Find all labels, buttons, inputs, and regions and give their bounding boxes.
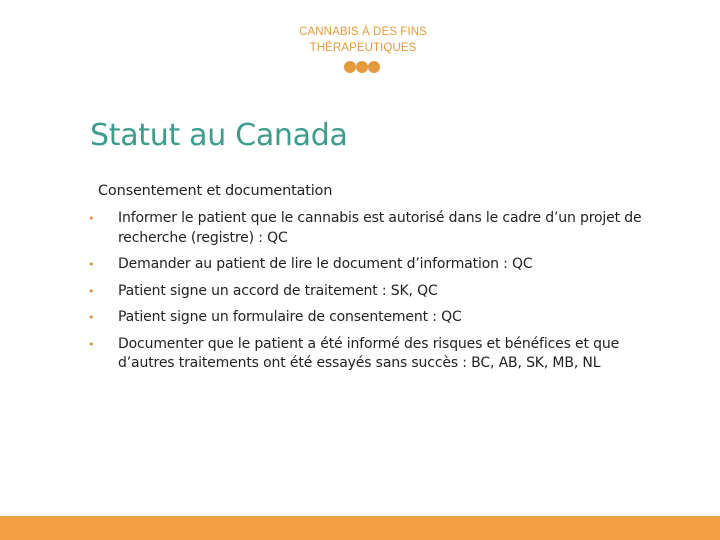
bullet-marker: • <box>88 284 95 298</box>
slide-title: Statut au Canada <box>90 118 348 153</box>
bullet-marker: • <box>88 337 95 351</box>
decorative-dots <box>344 60 384 74</box>
bullet-text-3: Patient signe un accord de traitement : SK, QC <box>118 282 438 299</box>
bullet-marker: • <box>88 311 95 324</box>
bottom-accent-bar <box>0 516 720 540</box>
bullet-text-1: Informer le patient que le cannabis est autorisé dans le cadre d’un projet de recherche (registre) : QC <box>118 210 642 246</box>
bullet-item-5 <box>88 335 648 374</box>
bullet-item-3 <box>88 282 648 302</box>
header-line-2: THÉRAPEUTIQUES <box>309 42 417 54</box>
bullet-text-4: Patient signe un formulaire de consentement : QC <box>118 309 462 325</box>
bullet-item-2 <box>88 255 648 275</box>
bullet-text-5: Documenter que le patient a été informé des risques et bénéfices et que d’autres traitements ont été essayés sans succès : BC, AB, SK, MB, NL <box>118 335 620 371</box>
bullet-text-2: Demander au patient de lire le document d’information : QC <box>118 256 533 272</box>
header-line-1: CANNABIS À DES FINS <box>299 26 427 38</box>
section-title: Consentement et documentation <box>98 183 333 199</box>
bullet-list <box>88 209 648 381</box>
bullet-marker: • <box>88 212 95 225</box>
bullet-item-1 <box>88 209 648 248</box>
dot-2 <box>356 61 368 73</box>
bullet-marker: • <box>88 258 95 271</box>
dot-1 <box>344 61 356 73</box>
slide-header <box>0 24 720 56</box>
dot-3 <box>368 61 380 73</box>
bullet-item-4 <box>88 308 648 328</box>
